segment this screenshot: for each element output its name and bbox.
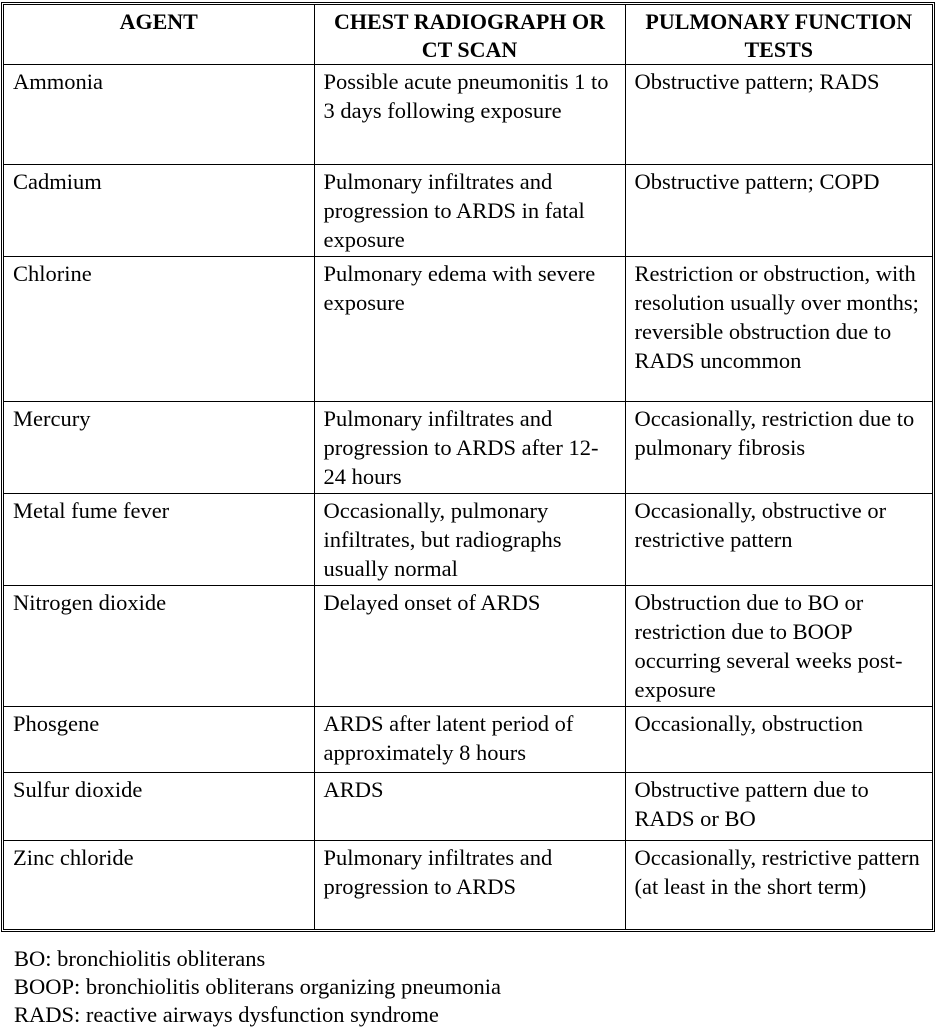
- radiograph-cell: Delayed onset of ARDS: [314, 586, 625, 707]
- agents-table: [1, 2, 935, 932]
- pft-cell: Occasionally, obstruction: [625, 707, 932, 773]
- abbreviation-notes: [14, 945, 501, 1029]
- pft-cell: Restriction or obstruction, with resolution usually over months; reversible obstruction due to RADS uncommon: [625, 257, 932, 402]
- pft-cell: Obstructive pattern; COPD: [625, 165, 932, 257]
- table-row: [4, 494, 932, 586]
- agent-cell: Nitrogen dioxide: [4, 586, 314, 707]
- radiograph-cell: Pulmonary edema with severe exposure: [314, 257, 625, 402]
- agent-cell: Mercury: [4, 402, 314, 494]
- note-boop: BOOP: bronchiolitis obliterans organizing pneumonia: [14, 974, 502, 999]
- table-row: [4, 65, 932, 165]
- table-row: [4, 586, 932, 707]
- pft-cell: Obstruction due to BO or restriction due to BOOP occurring several weeks post-exposure: [625, 586, 932, 707]
- agent-cell: Zinc chloride: [4, 841, 314, 929]
- pft-cell: Occasionally, obstructive or restrictive pattern: [625, 494, 932, 586]
- pft-cell: Obstructive pattern due to RADS or BO: [625, 773, 932, 841]
- table-row: [4, 841, 932, 929]
- agent-cell: Phosgene: [4, 707, 314, 773]
- radiograph-cell: Pulmonary infiltrates and progression to ARDS after 12-24 hours: [314, 402, 625, 494]
- radiograph-cell: ARDS: [314, 773, 625, 841]
- note-bo: BO: bronchiolitis obliterans: [14, 946, 266, 971]
- pft-cell: Occasionally, restrictive pattern (at least in the short term): [625, 841, 932, 929]
- table-row: [4, 165, 932, 257]
- pft-cell: Obstructive pattern; RADS: [625, 65, 932, 165]
- agent-cell: Chlorine: [4, 257, 314, 402]
- table-row: [4, 257, 932, 402]
- agent-cell: Sulfur dioxide: [4, 773, 314, 841]
- agent-cell: Cadmium: [4, 165, 314, 257]
- radiograph-cell: ARDS after latent period of approximately 8 hours: [314, 707, 625, 773]
- header-pulmonary-function-tests: PULMONARY FUNCTION TESTS: [625, 5, 932, 65]
- table-row: [4, 402, 932, 494]
- header-chest-radiograph: CHEST RADIOGRAPH OR CT SCAN: [314, 5, 625, 65]
- table-row: [4, 773, 932, 841]
- agent-cell: Ammonia: [4, 65, 314, 165]
- pft-cell: Occasionally, restriction due to pulmonary fibrosis: [625, 402, 932, 494]
- radiograph-cell: Possible acute pneumonitis 1 to 3 days following exposure: [314, 65, 625, 165]
- agents-table-grid: [4, 5, 932, 929]
- table-row: [4, 707, 932, 773]
- header-row: [4, 5, 932, 65]
- note-rads: RADS: reactive airways dysfunction syndrome: [14, 1002, 439, 1027]
- radiograph-cell: Pulmonary infiltrates and progression to ARDS: [314, 841, 625, 929]
- radiograph-cell: Pulmonary infiltrates and progression to ARDS in fatal exposure: [314, 165, 625, 257]
- radiograph-cell: Occasionally, pulmonary infiltrates, but radiographs usually normal: [314, 494, 625, 586]
- header-agent: AGENT: [4, 5, 314, 65]
- agent-cell: Metal fume fever: [4, 494, 314, 586]
